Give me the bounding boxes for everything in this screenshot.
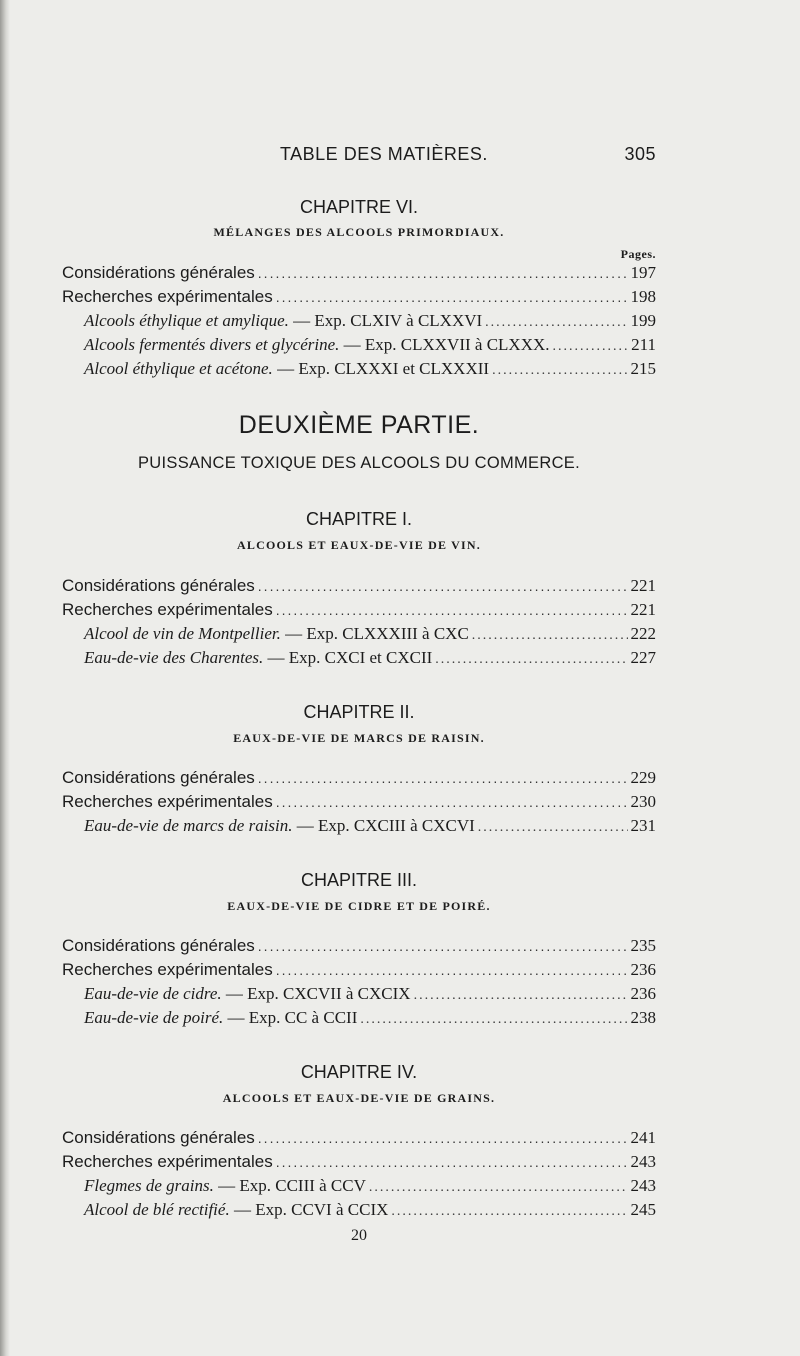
chapter-ii-subtitle: EAUX-DE-VIE DE MARCS DE RAISIN. (233, 731, 485, 745)
chapter-vi-subtitle: MÉLANGES DES ALCOOLS PRIMORDIAUX. (213, 225, 505, 239)
toc-subentry: Eau-de-vie des Charentes. — Exp. CXCI et CXCII ..... 227 (84, 648, 656, 670)
toc-subentry: Eau-de-vie de marcs de raisin. — Exp. CXCIII à CXCVI ..... 231 (84, 816, 656, 838)
signature-mark: 20 (351, 1227, 367, 1244)
toc-entry: Recherches expérimentales ..... 243 (62, 1152, 656, 1174)
chapter-iv-subtitle: ALCOOLS ET EAUX-DE-VIE DE GRAINS. (222, 1091, 496, 1105)
toc-entry: Considérations générales ..... 221 (62, 576, 656, 598)
chapter-ii-heading: CHAPITRE II. (303, 702, 415, 722)
toc-subentry: Alcool éthylique et acétone. — Exp. CLXXXI et CLXXXII ..... 215 (84, 359, 656, 381)
toc-subentry: Alcool de vin de Montpellier. — Exp. CLXXXIII à CXC ..... 222 (84, 624, 656, 646)
running-header (62, 144, 656, 168)
part-subtitle: PUISSANCE TOXIQUE DES ALCOOLS DU COMMERCE. (137, 454, 580, 472)
chapter-i-subtitle: ALCOOLS ET EAUX-DE-VIE DE VIN. (237, 538, 481, 552)
part-title: DEUXIÈME PARTIE. (238, 411, 480, 439)
pages-column-label: Pages. (620, 247, 656, 261)
page-edge-shadow (0, 0, 10, 1356)
chapter-vi-heading: CHAPITRE VI. (299, 197, 419, 217)
toc-entry: Considérations générales ..... 241 (62, 1128, 656, 1150)
header-title: TABLE DES MATIÈRES. (280, 144, 488, 164)
toc-subentry: Eau-de-vie de cidre. — Exp. CXCVII à CXCIX ..... 236 (84, 984, 656, 1006)
toc-entry: Considérations générales ..... 229 (62, 768, 656, 790)
toc-subentry: Flegmes de grains. — Exp. CCIII à CCV ..... 243 (84, 1176, 656, 1198)
header-page-number: 305 (624, 144, 656, 164)
toc-entry: Recherches expérimentales ..... 221 (62, 600, 656, 622)
chapter-i-heading: CHAPITRE I. (305, 509, 412, 529)
toc-subentry: Alcool de blé rectifié. — Exp. CCVI à CCIX ..... 245 (84, 1200, 656, 1222)
toc-entry: Considérations générales ..... 235 (62, 936, 656, 958)
toc-entry: Recherches expérimentales ..... 230 (62, 792, 656, 814)
toc-subentry: Alcools fermentés divers et glycérine. — Exp. CLXXVII à CLXXX. ..... 211 (84, 335, 656, 357)
chapter-iv-heading: CHAPITRE IV. (300, 1062, 418, 1082)
toc-subentry: Eau-de-vie de poiré. — Exp. CC à CCII ..... 238 (84, 1008, 656, 1030)
toc-entry: Considérations générales ..... 197 (62, 263, 656, 285)
toc-entry: Recherches expérimentales ..... 236 (62, 960, 656, 982)
toc-entry: Recherches expérimentales ..... 198 (62, 287, 656, 309)
chapter-iii-subtitle: EAUX-DE-VIE DE CIDRE ET DE POIRÉ. (227, 899, 491, 913)
toc-subentry: Alcools éthylique et amylique. — Exp. CLXIV à CLXXVI ..... 199 (84, 311, 656, 333)
chapter-iii-heading: CHAPITRE III. (300, 870, 417, 890)
